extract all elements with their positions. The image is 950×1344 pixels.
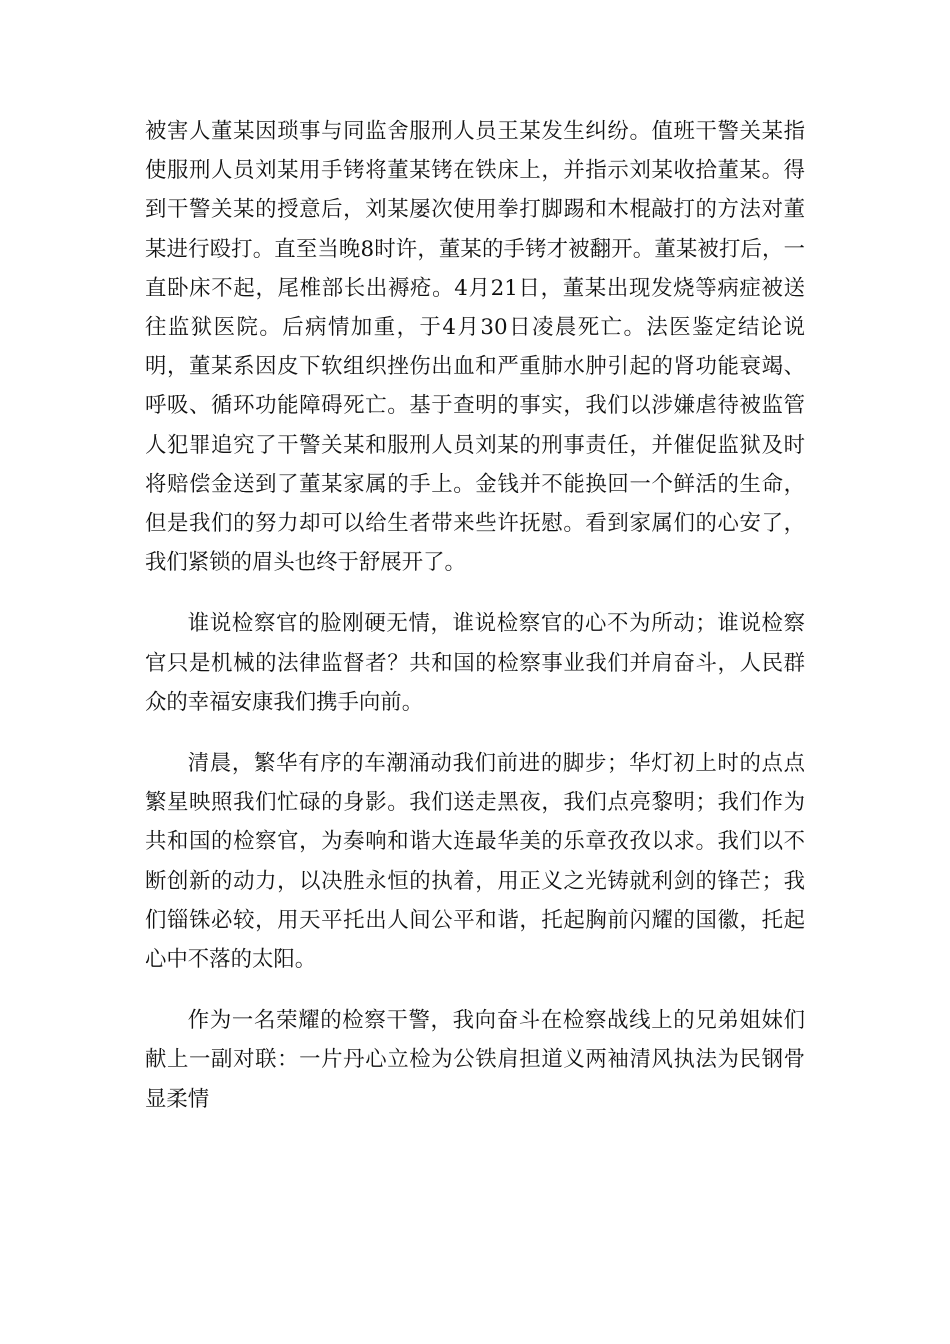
paragraph-prosecutor-rhetoric: 谁说检察官的脸刚硬无情，谁说检察官的心不为所动；谁说检察官只是机械的法律监督者？共和国的检察事业我们并肩奋斗，人民群众的幸福安康我们携手向前。: [145, 611, 805, 715]
paragraph-daily-work: 清晨，繁华有序的车潮涌动我们前进的脚步；华灯初上时的点点繁星映照我们忙碌的身影。我们送走黑夜，我们点亮黎明；我们作为共和国的检察官，为奏响和谐大连最华美的乐章孜孜以求。我们以不断创新的动力，以决胜永恒的执着，用正义之光铸就利剑的锋芒；我们锱铢必较，用天平托出人间公平和谐，托起胸前闪耀的国徽，托起心中不落的太阳。: [145, 751, 805, 973]
paragraph-couplet: 作为一名荣耀的检察干警，我向奋斗在检察战线上的兄弟姐妹们献上一副对联：一片丹心立检为公铁肩担道义两袖清风执法为民钢骨显柔情: [145, 1008, 805, 1112]
paragraph-case-narrative: 被害人董某因琐事与同监舍服刑人员王某发生纠纷。值班干警关某指使服刑人员刘某用手铐将董某铐在铁床上，并指示刘某收拾董某。得到干警关某的授意后，刘某屡次使用拳打脚踢和木棍敲打的方法对董某进行殴打。直至当晚8时许，董某的手铐才被翻开。董某被打后，一直卧床不起，尾椎部长出褥疮。4月21日，董某出现发烧等病症被送往监狱医院。后病情加重，于4月30日凌晨死亡。法医鉴定结论说明，董某系因皮下软组织挫伤出血和严重肺水肿引起的肾功能衰竭、呼吸、循环功能障碍死亡。基于查明的事实，我们以涉嫌虐待被监管人犯罪追究了干警关某和服刑人员刘某的刑事责任，并催促监狱及时将赔偿金送到了董某家属的手上。金钱并不能换回一个鲜活的生命，但是我们的努力却可以给生者带来些许抚慰。看到家属们的心安了，我们紧锁的眉头也终于舒展开了。: [145, 119, 805, 576]
document-page: [145, 112, 805, 1119]
